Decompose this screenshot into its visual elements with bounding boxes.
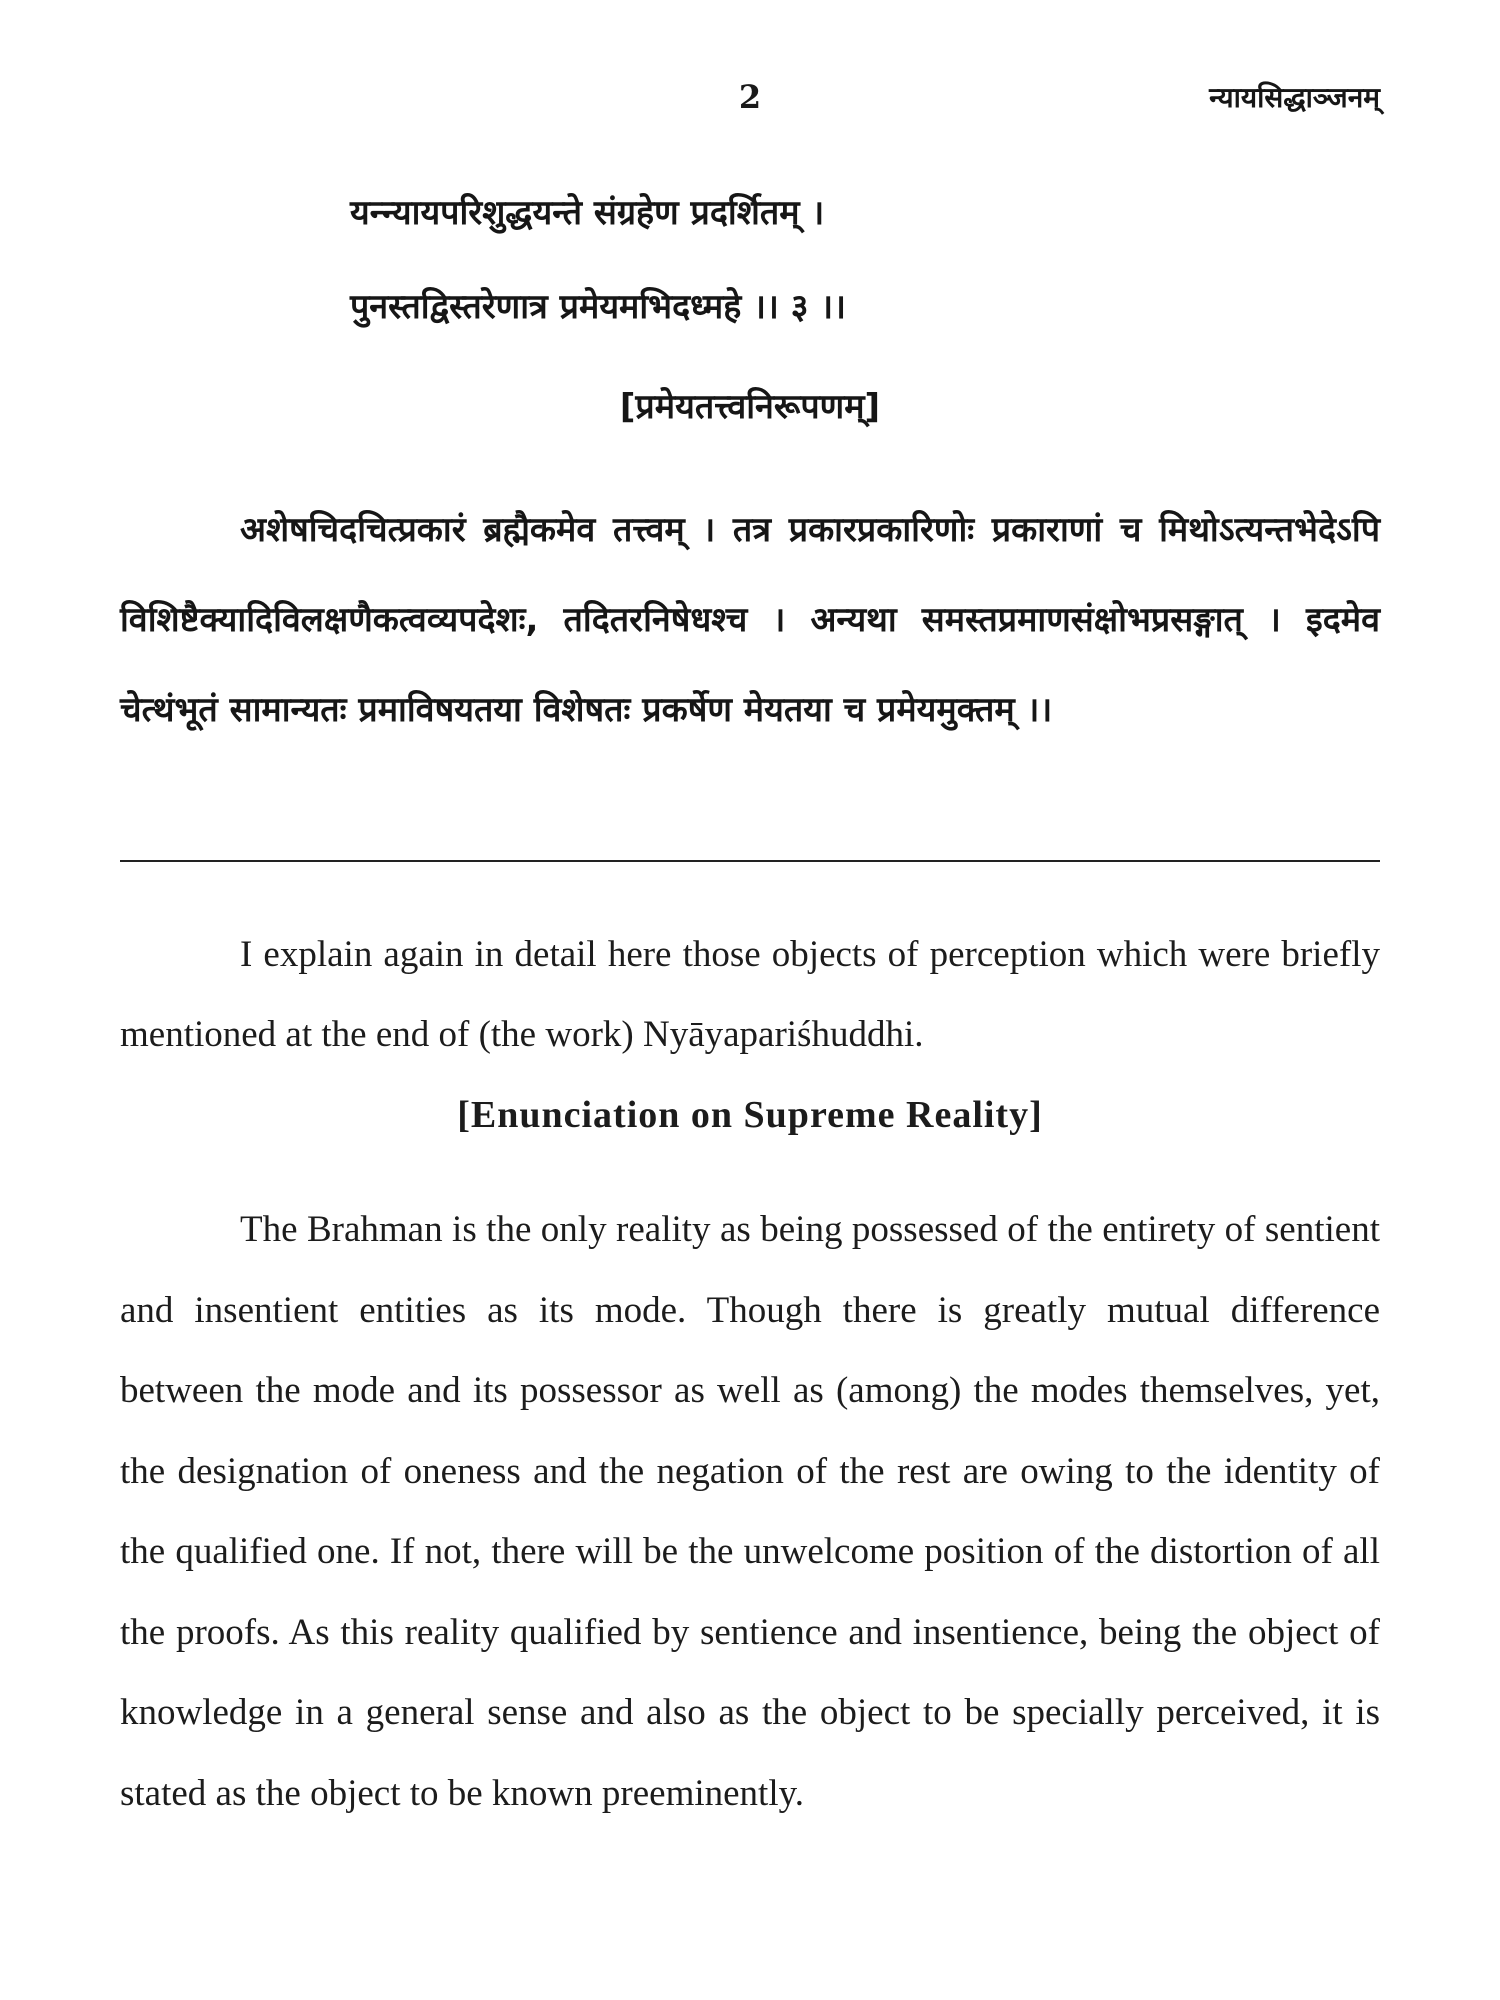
sanskrit-verse-line-2: पुनस्तद्विस्तरेणात्र प्रमेयमभिदध्महे ।। ३ ।। xyxy=(350,287,847,327)
sanskrit-section-heading: [प्रमेयतत्त्वनिरूपणम्] xyxy=(619,387,881,427)
page-number: 2 xyxy=(738,78,762,116)
sanskrit-paragraph: अशेषचिदचित्प्रकारं ब्रह्मैकमेव तत्त्वम् । तत्र प्रकारप्रकारिणोः प्रकाराणां च मिथोऽत्यन्तभेदेऽपि विशिष्टैक्यादिविलक्षणैकत्वव्यपदेशः, तदितरनिषेधश्च । अन्यथा समस्तप्रमाणसंक्षोभप्रसङ्गात् । इदमेव चेत्थंभूतं सामान्यतः प्रमाविषयतया विशेषतः प्रकर्षेण मेयतया च प्रमेयमुक्तम् ।। xyxy=(120,510,1380,730)
english-section-heading: [Enunciation on Supreme Reality] xyxy=(457,1094,1043,1136)
english-paragraph-2: The Brahman is the only reality as being possessed of the entirety of sentient and insentient entities as its mode. Though there is greatly mutual difference between the mode and its possessor as well as (among) the modes themselves, yet, the designation of oneness and the negation of the rest are owing to the identity of the qualified one. If not, there will be the unwelcome position of the distortion of all the proofs. As this reality qualified by sentience and insentience, being the object of knowledge in a general sense and also as the object to be specially perceived, it is stated as the object to be known preeminently. xyxy=(120,1209,1380,1814)
english-paragraph-1: I explain again in detail here those objects of perception which were briefly mentioned at the end of (the work) Nyāyapariśhuddhi. xyxy=(120,934,1380,1055)
running-head: न्यायसिद्धाञ्जनम् xyxy=(1209,81,1380,114)
sanskrit-verse-line-1: यन्न्यायपरिशुद्धयन्ते संग्रहेण प्रदर्शितम् । xyxy=(350,193,825,233)
section-divider xyxy=(120,860,1380,862)
page-header xyxy=(120,70,1380,130)
